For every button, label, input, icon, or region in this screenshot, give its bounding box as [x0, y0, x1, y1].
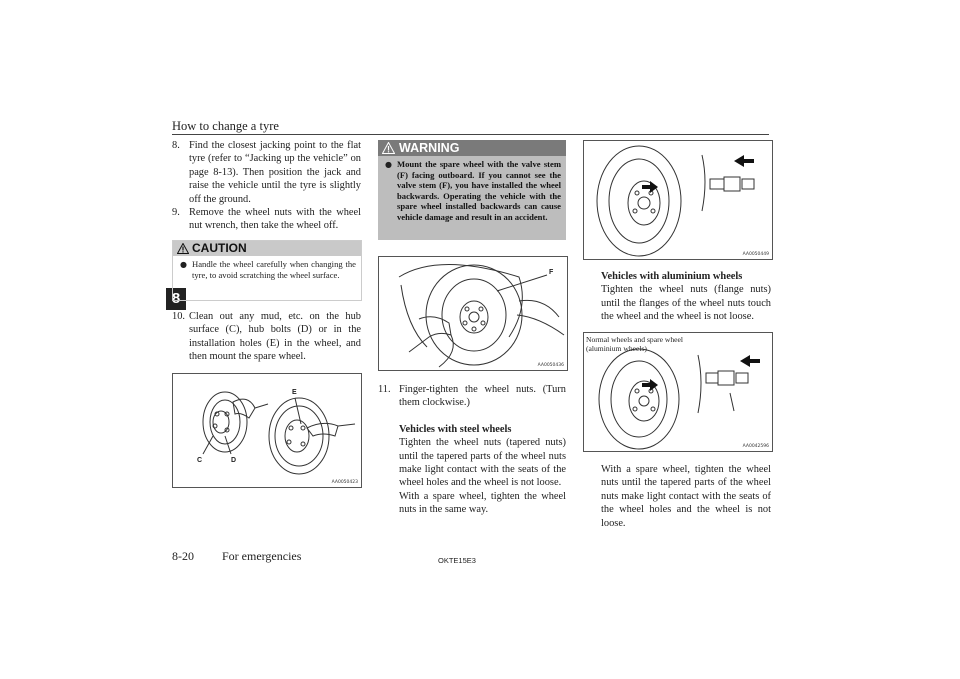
warning-header [378, 140, 566, 156]
step-10 [172, 310, 361, 364]
aluminium-wheel-illustration [584, 141, 772, 259]
figure-label-f: F [549, 269, 554, 276]
step-number: 9. [172, 207, 180, 218]
spare-mount-illustration [379, 257, 567, 370]
hub-cleaning-illustration [173, 374, 361, 487]
steel-wheels-heading: Vehicles with steel wheels [399, 423, 512, 435]
step-number: 8. [172, 140, 180, 151]
caution-label: CAUTION [192, 241, 247, 255]
spare-wheel-paragraph: With a spare wheel, tighten the wheel nuts until the tapered parts of the wheel nuts make light contact with the seats of the wheel holes and the wheel is not loose. [601, 464, 771, 529]
figure-normal-spare [583, 332, 773, 452]
bullet-icon: ● [385, 160, 392, 169]
figure-code: AA0042596 [742, 444, 769, 449]
figure-code: AA0050449 [742, 252, 769, 257]
running-header: How to change a tyre [172, 119, 279, 133]
figure-aluminium-wheel [583, 140, 773, 260]
aluminium-wheels-heading: Vehicles with aluminium wheels [601, 271, 743, 282]
warning-text: Mount the spare wheel with the valve stem (F) facing outboard. If you cannot see the valve stem (F), you have installed the wheel backwards. Operating the vehicle with the spare wheel installed backwards can cause vehicle damage and result in an accident. [397, 159, 561, 222]
figure-spare-mount [378, 256, 568, 371]
aluminium-wheels-text: Tighten the wheel nuts (flange nuts) until the flanges of the wheel nuts touch the wheel and the wheel is not loose. [601, 284, 771, 323]
step-text: Find the closest jacking point to the flat tyre (refer to “Jacking up the vehicle” on page 8-13). Then position the jack and raise the vehicle until the tyre is slightly off the ground. [189, 140, 361, 205]
warning-label: WARNING [399, 141, 460, 155]
caution-header [173, 241, 361, 256]
step-8 [172, 139, 361, 206]
step-text: Remove the wheel nuts with the wheel nut wrench, then take the wheel off. [189, 207, 361, 232]
header-rule [172, 134, 769, 135]
caution-text: Handle the wheel carefully when changing the tyre, to avoid scratching the wheel surface. [192, 259, 356, 280]
figure-caption-line2: (aluminium wheels) [586, 344, 647, 353]
figure-label-e: E [292, 389, 297, 396]
bullet-icon: ● [180, 260, 187, 269]
figure-caption [586, 335, 683, 353]
figure-code: AA0050423 [331, 480, 358, 485]
warning-box [378, 140, 566, 240]
step-11 [378, 383, 566, 517]
step-9 [172, 206, 361, 233]
aluminium-section [601, 270, 771, 324]
warning-triangle-icon [382, 142, 395, 154]
step-number: 10. [172, 311, 185, 322]
step-text: Clean out any mud, etc. on the hub surface (C), hub bolts (D) or in the installation holes (E) in the wheel, and then mount the spare wheel. [189, 311, 361, 363]
page-number: 8-20 [172, 549, 194, 563]
document-code: OKTE15E3 [438, 556, 476, 565]
caution-box [172, 240, 362, 301]
figure-label-d: D [231, 457, 237, 464]
figure-label-c: C [197, 457, 203, 464]
steel-wheels-text: Tighten the wheel nuts (tapered nuts) until the tapered parts of the wheel nuts make light contact with the seats of the wheel holes and the wheel is not loose. [399, 437, 566, 489]
figure-code: AA0050436 [537, 363, 564, 368]
section-name: For emergencies [222, 549, 302, 563]
warning-triangle-icon [177, 243, 189, 254]
step-text: Finger-tighten the wheel nuts. (Turn them clockwise.) [399, 384, 566, 409]
figure-caption-line1: Normal wheels and spare wheel [586, 335, 683, 344]
step-number: 11. [378, 384, 391, 395]
figure-hub-cleaning [172, 373, 362, 488]
chapter-tab: 8 [166, 288, 186, 310]
spare-wheel-text: With a spare wheel, tighten the wheel nuts in the same way. [399, 490, 566, 516]
